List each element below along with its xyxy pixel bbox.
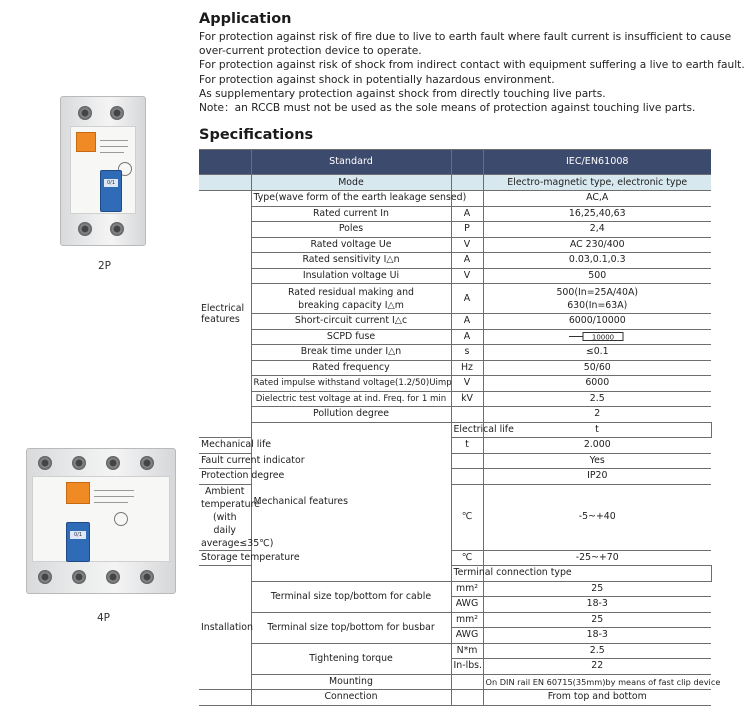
param-cell: Short-circuit current I△c xyxy=(251,314,451,330)
value-line: 630(In=63A) xyxy=(567,299,628,311)
unit-cell: ℃ xyxy=(451,550,483,566)
unit-cell: A xyxy=(451,284,483,314)
value-cell: AC,A xyxy=(483,191,711,207)
application-heading: Application xyxy=(199,11,292,27)
handle-label: 0/1 xyxy=(70,531,86,539)
value-cell: 16,25,40,63 xyxy=(483,206,711,222)
table-row xyxy=(199,237,711,253)
certification-mark-icon xyxy=(114,512,128,526)
param-cell: Poles xyxy=(251,222,451,238)
group-installation xyxy=(199,566,251,690)
product-image-4p xyxy=(26,448,176,594)
param-cell: Rated voltage Ue xyxy=(251,237,451,253)
table-row xyxy=(199,612,711,628)
unit-cell: ℃ xyxy=(451,484,483,550)
value-cell: 2.000 xyxy=(483,438,711,454)
table-row xyxy=(199,268,711,284)
table-row xyxy=(199,422,711,438)
value-cell: 2.5 xyxy=(483,643,711,659)
value-cell: 18-3 xyxy=(483,597,711,613)
param-cell: Mechanical life xyxy=(199,438,251,454)
unit-cell: V xyxy=(451,268,483,284)
application-line: For protection against risk of shock from indirect contact with equipment suffering a live to earth fault. xyxy=(199,59,745,72)
application-text xyxy=(199,30,745,115)
mode-label: Mode xyxy=(251,175,451,191)
screw-icon xyxy=(106,456,120,470)
breaker-front-panel xyxy=(32,476,170,562)
group-label: Installation xyxy=(201,621,253,633)
screw-icon xyxy=(106,570,120,584)
unit-cell: t xyxy=(451,438,483,454)
unit-cell: mm² xyxy=(451,612,483,628)
value-cell: 22 xyxy=(483,659,711,675)
table-row xyxy=(199,314,711,330)
group-electrical xyxy=(199,191,251,438)
param-cell: Terminal connection type xyxy=(451,566,483,582)
standard-label: Standard xyxy=(251,150,451,175)
screw-icon xyxy=(110,222,124,236)
application-note: Note：an RCCB must not be used as the sole means of protection against touching live parts. xyxy=(199,102,696,115)
unit-cell: AWG xyxy=(451,628,483,644)
table-row xyxy=(199,191,711,207)
param-cell: Terminal size top/bottom for cable xyxy=(251,581,451,612)
unit-cell: mm² xyxy=(451,581,483,597)
unit-cell: N*m xyxy=(451,643,483,659)
value-cell: ≤0.1 xyxy=(483,345,711,361)
table-header-row xyxy=(199,150,711,175)
value-cell: 6000 xyxy=(483,376,711,392)
table-row xyxy=(199,345,711,361)
param-cell: Rated sensitivity I△n xyxy=(251,253,451,269)
product-caption-2p: 2P xyxy=(98,260,112,272)
param-cell: Mounting xyxy=(251,674,451,690)
value-cell: 18-3 xyxy=(483,628,711,644)
unit-cell: t xyxy=(483,422,711,438)
value-cell: 6000/10000 xyxy=(483,314,711,330)
screw-icon xyxy=(78,222,92,236)
value-cell: 2,4 xyxy=(483,222,711,238)
specifications-heading: Specifications xyxy=(199,127,314,143)
param-cell: Electrical life xyxy=(451,422,483,438)
standard-value: IEC/EN61008 xyxy=(483,150,711,175)
param-line: (with daily average≤35℃) xyxy=(201,511,274,549)
unit-cell xyxy=(451,453,483,469)
param-cell: Type(wave form of the earth leakage sensed) xyxy=(251,191,451,207)
unit-cell xyxy=(451,469,483,485)
fuse-icon xyxy=(569,332,625,341)
value-cell: -25~+70 xyxy=(483,550,711,566)
param-line: Rated residual making and xyxy=(288,286,414,298)
table-row xyxy=(199,222,711,238)
screw-icon xyxy=(140,456,154,470)
value-line: 500(In=25A/40A) xyxy=(556,286,639,298)
unit-cell: AWG xyxy=(451,597,483,613)
param-cell: Rated current In xyxy=(251,206,451,222)
screw-icon xyxy=(110,106,124,120)
value-cell: 2 xyxy=(483,407,711,423)
unit-cell: V xyxy=(451,376,483,392)
param-cell: Pollution degree xyxy=(251,407,451,423)
application-line: As supplementary protection against shock from directly touching live parts. xyxy=(199,87,606,100)
table-row xyxy=(199,360,711,376)
toggle-handle xyxy=(66,522,90,562)
value-cell: 2.5 xyxy=(483,391,711,407)
unit-cell: kV xyxy=(451,391,483,407)
value-cell xyxy=(483,284,711,314)
screw-icon xyxy=(78,106,92,120)
unit-cell: In-lbs. xyxy=(451,659,483,675)
param-cell: Connection xyxy=(251,690,451,706)
mode-value: Electro-magnetic type, electronic type xyxy=(483,175,711,191)
param-cell: Fault current indicator xyxy=(199,453,251,469)
param-cell: Break time under I△n xyxy=(251,345,451,361)
param-cell: Rated impulse withstand voltage(1.2/50)Uimp xyxy=(251,376,451,392)
param-cell xyxy=(199,484,274,550)
group-label: Electrical features xyxy=(201,303,245,325)
unit-cell: P xyxy=(451,222,483,238)
unit-cell: A xyxy=(451,206,483,222)
param-cell: SCPD fuse xyxy=(251,329,451,345)
value-cell: 25 xyxy=(483,581,711,597)
param-cell: Storage temperature xyxy=(199,550,251,566)
table-row-mode xyxy=(199,175,711,191)
param-cell: Terminal size top/bottom for busbar xyxy=(251,612,451,643)
table-row xyxy=(199,329,711,345)
unit-cell: V xyxy=(451,237,483,253)
application-line: over-current protection device to operate. xyxy=(199,45,422,58)
handle-label: 0/1 xyxy=(104,179,118,187)
param-cell: Protection degree xyxy=(199,469,251,485)
param-line: breaking capacity I△m xyxy=(298,299,404,311)
fuse-value: 10000 xyxy=(592,333,615,342)
unit-cell: A xyxy=(451,329,483,345)
unit-cell: A xyxy=(451,314,483,330)
test-button xyxy=(66,482,90,504)
value-cell: 50/60 xyxy=(483,360,711,376)
table-row xyxy=(199,284,711,314)
value-cell: 500 xyxy=(483,268,711,284)
value-cell: On DIN rail EN 60715(35mm)by means of fast clip device xyxy=(483,674,711,690)
param-cell: Insulation voltage Ui xyxy=(251,268,451,284)
table-row xyxy=(199,643,711,659)
table-row xyxy=(199,376,711,392)
application-line: For protection against risk of fire due to live to earth fault where fault current is insufficient to cause xyxy=(199,31,732,43)
toggle-handle xyxy=(100,170,122,212)
product-caption-4p: 4P xyxy=(97,612,111,624)
param-cell: Tightening torque xyxy=(251,643,451,674)
param-cell xyxy=(251,284,451,314)
table-row xyxy=(199,253,711,269)
screw-icon xyxy=(72,570,86,584)
unit-cell: s xyxy=(451,345,483,361)
table-row xyxy=(199,581,711,597)
unit-cell: A xyxy=(451,253,483,269)
table-row xyxy=(199,690,711,706)
value-cell xyxy=(483,329,711,345)
screw-icon xyxy=(72,456,86,470)
test-button xyxy=(76,132,96,152)
value-cell: AC 230/400 xyxy=(483,237,711,253)
param-line: Ambient temperature xyxy=(201,485,260,510)
screw-icon xyxy=(38,456,52,470)
table-row xyxy=(199,674,711,690)
value-cell: -5~+40 xyxy=(483,484,711,550)
param-cell: Dielectric test voltage at ind. Freq. for 1 min xyxy=(251,391,451,407)
param-cell: Rated frequency xyxy=(251,360,451,376)
unit-cell: Hz xyxy=(451,360,483,376)
unit-cell xyxy=(451,407,483,423)
value-cell: From top and bottom xyxy=(483,690,711,706)
group-label: Mechanical features xyxy=(253,496,348,507)
value-cell: Yes xyxy=(483,453,711,469)
specifications-table xyxy=(199,149,721,706)
value-cell: 25 xyxy=(483,612,711,628)
value-cell: 0.03,0.1,0.3 xyxy=(483,253,711,269)
table-row xyxy=(199,206,711,222)
table-row xyxy=(199,407,711,423)
value-cell: IP20 xyxy=(483,469,711,485)
product-image-2p xyxy=(60,96,146,246)
screw-icon xyxy=(38,570,52,584)
screw-icon xyxy=(140,570,154,584)
table-row xyxy=(199,391,711,407)
application-line: For protection against shock in potentially hazardous environment. xyxy=(199,73,555,86)
